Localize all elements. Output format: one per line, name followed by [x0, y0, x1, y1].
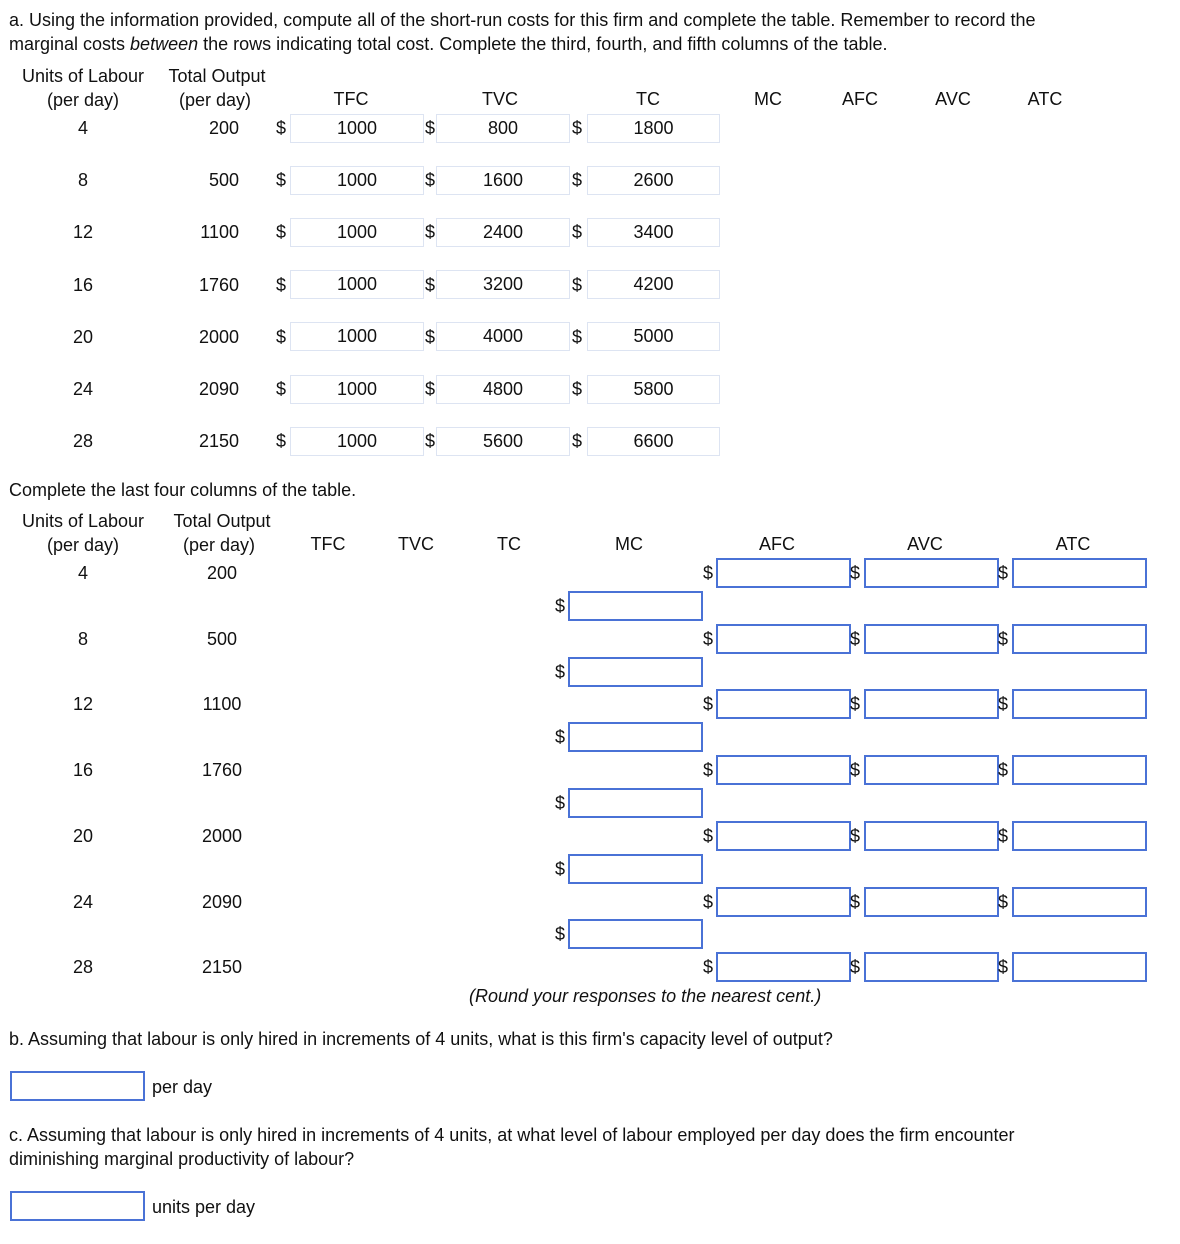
dollar-sign: $ — [276, 326, 287, 347]
part-a-prompt-line1: a. Using the information provided, compute all of the short-run costs for this firm and complete the table. Remember to record the — [9, 10, 1036, 30]
part-c-prompt-line2: diminishing marginal productivity of labour? — [9, 1149, 355, 1169]
labour-cell: 28 — [72, 957, 94, 978]
labour-cell: 4 — [77, 118, 89, 138]
dollar-sign: $ — [703, 825, 714, 846]
dollar-sign: $ — [850, 628, 861, 649]
header-tc: TC — [636, 89, 660, 109]
dollar-sign: $ — [703, 694, 714, 715]
header-tvc: TVC — [398, 534, 434, 554]
dollar-sign: $ — [276, 118, 287, 138]
header-mc: MC — [615, 534, 643, 554]
diminishing-labour-input[interactable] — [10, 1191, 145, 1221]
header-output: Total Output — [168, 66, 266, 86]
dollar-sign: $ — [850, 563, 861, 583]
output-cell: 2000 — [201, 825, 243, 846]
output-cell: 200 — [208, 118, 239, 138]
dollar-sign: $ — [555, 595, 566, 616]
labour-cell: 20 — [72, 825, 94, 846]
avc-input[interactable] — [864, 821, 999, 851]
dollar-sign: $ — [276, 431, 287, 452]
tfc-value-box: 1000 — [290, 375, 424, 404]
labour-cell: 16 — [72, 274, 94, 295]
tvc-value-box: 800 — [436, 114, 570, 143]
labour-cell: 24 — [72, 891, 94, 912]
dollar-sign: $ — [425, 170, 436, 191]
header-mc: MC — [754, 89, 782, 109]
dollar-sign: $ — [276, 379, 287, 399]
avc-input[interactable] — [864, 952, 999, 982]
avc-input[interactable] — [864, 558, 999, 588]
mc-input[interactable] — [568, 854, 703, 884]
tc-value-box: 1800 — [587, 114, 720, 143]
avc-input[interactable] — [864, 624, 999, 654]
mc-input[interactable] — [568, 657, 703, 687]
labour-cell: 8 — [77, 170, 89, 191]
tc-value-box: 2600 — [587, 166, 720, 195]
dollar-sign: $ — [703, 891, 714, 912]
atc-input[interactable] — [1012, 558, 1147, 588]
tfc-value-box: 1000 — [290, 427, 424, 456]
output-cell: 500 — [208, 170, 239, 191]
labour-cell: 12 — [72, 694, 94, 715]
header-tc: TC — [497, 534, 521, 554]
part-b-prompt: b. Assuming that labour is only hired in increments of 4 units, what is this firm's capacity level of output? — [9, 1029, 833, 1049]
dollar-sign: $ — [425, 274, 436, 295]
header-tfc: TFC — [310, 534, 346, 554]
header-units: Units of Labour — [21, 66, 145, 86]
labour-cell: 16 — [72, 760, 94, 781]
tfc-value-box: 1000 — [290, 218, 424, 247]
output-cell: 2090 — [198, 379, 239, 399]
dollar-sign: $ — [425, 431, 436, 452]
dollar-sign: $ — [555, 924, 566, 945]
output-cell: 1760 — [201, 760, 243, 781]
dollar-sign: $ — [572, 274, 583, 295]
labour-cell: 24 — [72, 379, 94, 399]
atc-input[interactable] — [1012, 755, 1147, 785]
afc-input[interactable] — [716, 624, 851, 654]
output-cell: 2090 — [201, 891, 243, 912]
rounding-note: (Round your responses to the nearest cent.) — [469, 986, 822, 1006]
output-cell: 2150 — [201, 957, 243, 978]
tfc-value-box: 1000 — [290, 270, 424, 299]
dollar-sign: $ — [998, 825, 1009, 846]
header-units: Units of Labour — [21, 511, 145, 531]
afc-input[interactable] — [716, 689, 851, 719]
tfc-value-box: 1000 — [290, 166, 424, 195]
tc-value-box: 5000 — [587, 322, 720, 351]
output-cell: 2150 — [198, 431, 239, 452]
tc-value-box: 5800 — [587, 375, 720, 404]
tfc-value-box: 1000 — [290, 322, 424, 351]
dollar-sign: $ — [572, 379, 583, 399]
header-units-sub: (per day) — [46, 90, 120, 110]
dollar-sign: $ — [850, 694, 861, 715]
dollar-sign: $ — [276, 170, 287, 191]
dollar-sign: $ — [850, 957, 861, 978]
dollar-sign: $ — [703, 957, 714, 978]
per-day-label: per day — [152, 1077, 213, 1097]
labour-cell: 20 — [72, 326, 94, 347]
capacity-output-input[interactable] — [10, 1071, 145, 1101]
tfc-value-box: 1000 — [290, 114, 424, 143]
output-cell: 200 — [206, 563, 238, 583]
header-atc: ATC — [1055, 534, 1091, 554]
part-c-prompt-line1: c. Assuming that labour is only hired in increments of 4 units, at what level of labour employed per day does the firm encounter — [9, 1125, 1015, 1145]
afc-input[interactable] — [716, 887, 851, 917]
tc-value-box: 6600 — [587, 427, 720, 456]
dollar-sign: $ — [998, 628, 1009, 649]
output-cell: 2000 — [198, 326, 239, 347]
atc-input[interactable] — [1012, 887, 1147, 917]
dollar-sign: $ — [703, 628, 714, 649]
dollar-sign: $ — [425, 222, 436, 243]
prompt-text: marginal costs — [9, 34, 131, 54]
dollar-sign: $ — [572, 222, 583, 243]
output-cell: 1760 — [198, 274, 239, 295]
header-output-sub: (per day) — [178, 90, 252, 110]
dollar-sign: $ — [425, 118, 436, 138]
atc-input[interactable] — [1012, 624, 1147, 654]
avc-input[interactable] — [864, 887, 999, 917]
labour-cell: 4 — [77, 563, 89, 583]
dollar-sign: $ — [998, 563, 1009, 583]
header-afc: AFC — [759, 534, 795, 554]
header-output: Total Output — [173, 511, 271, 531]
header-avc: AVC — [935, 89, 971, 109]
tvc-value-box: 4800 — [436, 375, 570, 404]
dollar-sign: $ — [998, 957, 1009, 978]
header-units-sub: (per day) — [46, 535, 120, 555]
tc-value-box: 3400 — [587, 218, 720, 247]
atc-input[interactable] — [1012, 689, 1147, 719]
mc-input[interactable] — [568, 788, 703, 818]
header-afc: AFC — [842, 89, 878, 109]
dollar-sign: $ — [572, 170, 583, 191]
afc-input[interactable] — [716, 755, 851, 785]
dollar-sign: $ — [998, 694, 1009, 715]
afc-input[interactable] — [716, 558, 851, 588]
dollar-sign: $ — [572, 431, 583, 452]
tvc-value-box: 4000 — [436, 322, 570, 351]
dollar-sign: $ — [555, 792, 566, 813]
prompt-text: the rows indicating total cost. Complete the third, fourth, and fifth columns of the table. — [198, 34, 888, 54]
units-per-day-label: units per day — [152, 1197, 256, 1217]
dollar-sign: $ — [276, 274, 287, 295]
afc-input[interactable] — [716, 952, 851, 982]
atc-input[interactable] — [1012, 821, 1147, 851]
mc-input[interactable] — [568, 591, 703, 621]
header-atc: ATC — [1027, 89, 1063, 109]
labour-cell: 28 — [72, 431, 94, 452]
prompt-emphasis: between — [130, 34, 199, 54]
dollar-sign: $ — [998, 760, 1009, 781]
last-columns-prompt: Complete the last four columns of the table. — [9, 480, 357, 500]
output-cell: 500 — [206, 628, 238, 649]
tc-value-box: 4200 — [587, 270, 720, 299]
avc-input[interactable] — [864, 755, 999, 785]
tvc-value-box: 1600 — [436, 166, 570, 195]
avc-input[interactable] — [864, 689, 999, 719]
dollar-sign: $ — [703, 563, 714, 583]
mc-input[interactable] — [568, 722, 703, 752]
output-cell: 1100 — [200, 222, 239, 243]
labour-cell: 8 — [77, 628, 89, 649]
dollar-sign: $ — [850, 825, 861, 846]
tvc-value-box: 2400 — [436, 218, 570, 247]
dollar-sign: $ — [425, 379, 436, 399]
dollar-sign: $ — [850, 760, 861, 781]
header-avc: AVC — [907, 534, 943, 554]
dollar-sign: $ — [572, 118, 583, 138]
dollar-sign: $ — [555, 727, 566, 748]
dollar-sign: $ — [572, 326, 583, 347]
labour-cell: 12 — [72, 222, 94, 243]
dollar-sign: $ — [998, 891, 1009, 912]
dollar-sign: $ — [703, 760, 714, 781]
part-a-prompt-line2 — [9, 33, 887, 55]
header-tfc: TFC — [333, 89, 369, 109]
dollar-sign: $ — [276, 222, 287, 243]
header-tvc: TVC — [482, 89, 518, 109]
atc-input[interactable] — [1012, 952, 1147, 982]
header-output-sub: (per day) — [182, 535, 256, 555]
output-cell: 1100 — [202, 694, 242, 715]
dollar-sign: $ — [425, 326, 436, 347]
dollar-sign: $ — [850, 891, 861, 912]
dollar-sign: $ — [555, 661, 566, 682]
mc-input[interactable] — [568, 919, 703, 949]
afc-input[interactable] — [716, 821, 851, 851]
tvc-value-box: 5600 — [436, 427, 570, 456]
tvc-value-box: 3200 — [436, 270, 570, 299]
dollar-sign: $ — [555, 858, 566, 879]
